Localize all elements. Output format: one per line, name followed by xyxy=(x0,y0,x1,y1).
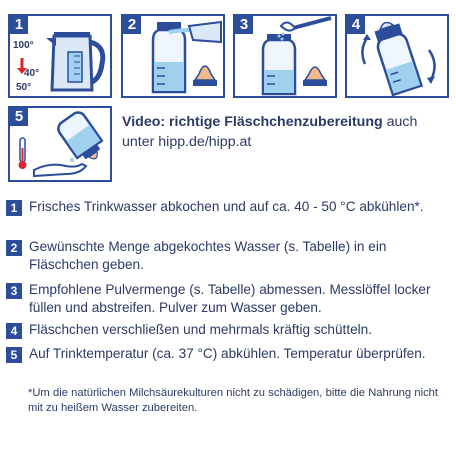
video-hint xyxy=(122,112,442,152)
step-text: Empfohlene Pulvermenge (s. Tabelle) abmessen. Messlöffel locker füllen und abstreifen. Pulver zum Wasser geben. xyxy=(29,282,431,315)
step-text: Frisches Trinkwasser abkochen und auf ca. 40 - 50 °C abkühlen*. xyxy=(29,199,424,214)
step-text: Gewünschte Menge abgekochtes Wasser (s. Tabelle) in ein Fläschchen geben. xyxy=(29,239,387,272)
footnote: *Um die natürlichen Milchsäurekulturen nicht zu schädigen, bitte die Nahrung nicht mit zu heißem Wasser zubereiten. xyxy=(28,387,438,414)
panel-number: 2 xyxy=(123,16,141,34)
temp-low: 40° xyxy=(24,68,40,79)
temp-boil: 100° xyxy=(13,40,34,51)
step-number: 5 xyxy=(6,347,22,363)
step-number: 3 xyxy=(6,283,22,299)
step-number: 1 xyxy=(6,200,22,216)
panel-number: 5 xyxy=(10,108,28,126)
step-2-illustration xyxy=(121,14,225,98)
temp-high: 50° xyxy=(16,82,32,93)
video-hint-rest: auch unter hipp.de/hipp.at xyxy=(122,114,418,150)
step-5-illustration xyxy=(8,106,112,182)
panel-number: 4 xyxy=(347,16,365,34)
step-1-illustration xyxy=(8,14,112,98)
step-text: Auf Trinktemperatur (ca. 37 °C) abkühlen. Temperatur überprüfen. xyxy=(29,346,426,361)
step-number: 4 xyxy=(6,323,22,339)
step-number: 2 xyxy=(6,240,22,256)
panel-number: 3 xyxy=(235,16,253,34)
step-3-illustration xyxy=(233,14,337,98)
video-hint-bold: Video: richtige Fläschchenzubereitung xyxy=(122,114,383,130)
step-text: Fläschchen verschließen und mehrmals kräftig schütteln. xyxy=(29,322,373,337)
panel-number: 1 xyxy=(10,16,28,34)
step-4-illustration xyxy=(345,14,449,98)
